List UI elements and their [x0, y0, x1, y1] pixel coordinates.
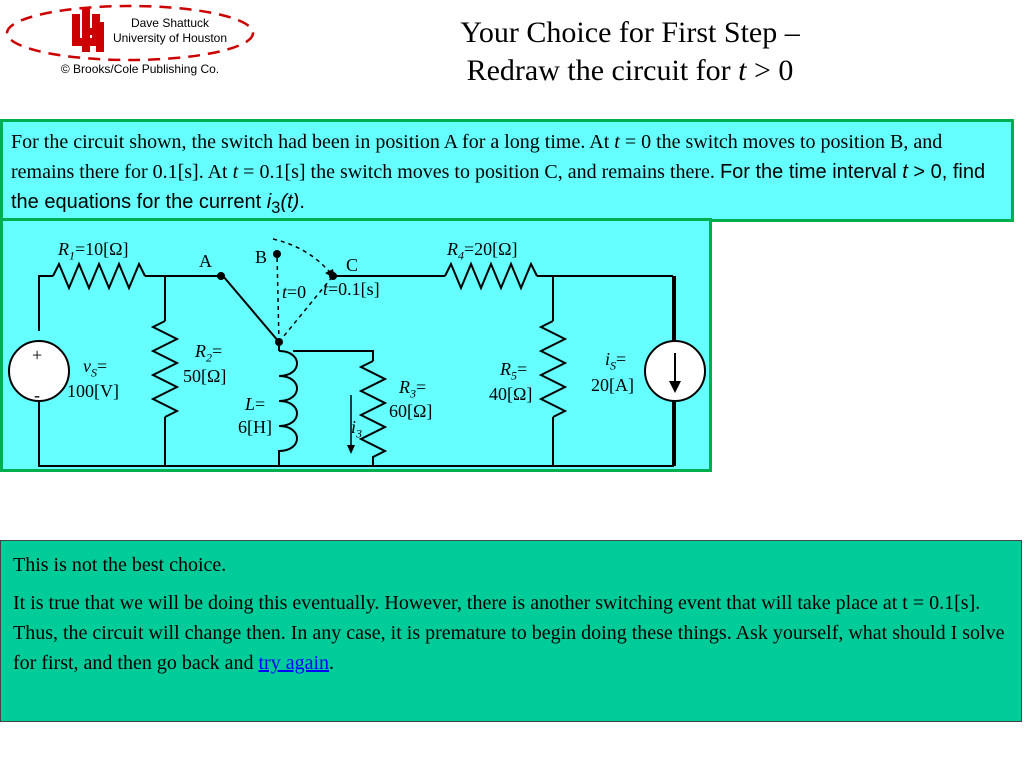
is-sym: i [605, 349, 611, 369]
t01-var: t [323, 279, 329, 299]
title-line-1: Your Choice for First Step – [460, 16, 800, 49]
l-value: 6[H] [238, 417, 272, 437]
r3-resistor [361, 361, 385, 466]
t0-label [282, 282, 306, 302]
r1-resistor [53, 264, 145, 288]
title-line-2-var: t [738, 54, 747, 87]
inductor-coil [279, 351, 297, 466]
r2-sub: 2 [206, 350, 212, 365]
feedback-text: It is true that we will be doing this eventually. However, there is another switching event that will take place at t = 0.1[s]. Thus, the circuit will change then. In any case, it is premature to begin doing these things. Ask yourself, what should I solve for first, and then go back and [13, 592, 1005, 674]
r4-sub: 4 [458, 248, 464, 263]
institution-name: University of Houston [112, 31, 228, 45]
r3-eq: = [416, 377, 427, 397]
problem-text-1: For the circuit shown, the switch had been in position A for a long time. At [11, 131, 615, 153]
l-eq: = [255, 394, 266, 414]
question-t: t [902, 161, 908, 183]
feedback-end: . [329, 652, 335, 674]
problem-statement [0, 119, 1014, 222]
r5-sub: 5 [511, 368, 517, 383]
feedback-paragraph [13, 588, 1009, 678]
switch-arm [223, 276, 279, 342]
r3-sym: R [399, 377, 410, 397]
t0-var: t [282, 282, 288, 302]
r4-resistor [445, 264, 537, 288]
i3-label [351, 417, 362, 444]
switch-path-b [277, 254, 279, 342]
r4-label [447, 239, 518, 266]
is-label [605, 349, 626, 376]
vs-value: 100[V] [67, 381, 119, 401]
r4-val: =20[Ω] [464, 239, 518, 259]
question-sub: 3 [271, 198, 281, 217]
copyright-text: © Brooks/Cole Publishing Co. [60, 62, 220, 76]
r2-label [195, 341, 222, 368]
i3-sym: i [351, 417, 357, 437]
vs-minus-label: - [34, 385, 40, 405]
r3-sub: 3 [410, 386, 416, 401]
problem-text-3: = 0.1[s] the switch moves to position C, and remains there. [238, 161, 720, 183]
r5-eq: = [517, 359, 528, 379]
t0-val: =0 [287, 282, 307, 302]
title-line-2-suffix: > 0 [746, 54, 794, 87]
r1-sub: 1 [69, 248, 75, 263]
vs-label [83, 356, 107, 383]
vs-sym: v [83, 356, 91, 376]
author-name: Dave Shattuck [130, 16, 210, 30]
title-line-2 [420, 52, 840, 90]
question-i: i [266, 191, 272, 213]
r5-label [500, 359, 527, 386]
problem-text-2: = 0 the switch moves to position B, and remains there for 0.1[s]. At [11, 131, 943, 183]
r1-val: =10[Ω] [75, 239, 129, 259]
header-logo-area [0, 0, 260, 90]
switch-arc [273, 239, 333, 276]
switch-pivot [275, 338, 283, 346]
r3-value: 60[Ω] [389, 401, 433, 421]
position-a-label: A [199, 251, 212, 271]
position-c-label: C [346, 255, 359, 275]
author-block [104, 16, 236, 46]
feedback-box [0, 540, 1022, 722]
vs-plus-label: + [32, 345, 43, 365]
title-line-2-prefix: Redraw the circuit for [466, 54, 739, 87]
problem-t-1: t [614, 131, 620, 153]
i3-sub: 3 [356, 426, 363, 441]
r2-sym: R [195, 341, 206, 361]
is-value: 20[A] [591, 375, 634, 395]
position-b-label: B [255, 247, 268, 267]
i3-arrowhead [347, 445, 355, 454]
l-sym: L [245, 394, 256, 414]
question-t-2: (t) [280, 191, 300, 213]
question-end: . [299, 191, 305, 213]
l-label [245, 394, 265, 414]
r4-sym: R [447, 239, 458, 259]
r5-value: 40[Ω] [489, 384, 533, 404]
page-title [420, 14, 840, 90]
wire-r3-top [293, 351, 373, 361]
r2-value: 50[Ω] [183, 366, 227, 386]
r5-resistor [541, 321, 565, 417]
vs-eq: = [97, 356, 108, 376]
r2-eq: = [212, 341, 223, 361]
circuit-diagram [0, 218, 712, 472]
wire-top-left [39, 276, 53, 331]
r2-resistor [153, 321, 177, 417]
vs-sub: S [91, 365, 97, 380]
question-text-1: For the time interval [719, 161, 903, 183]
r1-label [58, 239, 129, 266]
is-eq: = [616, 349, 627, 369]
r5-sym: R [500, 359, 511, 379]
try-again-link[interactable]: try again [258, 652, 330, 674]
question-text-2: > 0, find the equations for the current [11, 161, 986, 213]
t01-val: =0.1[s] [328, 279, 380, 299]
r3-label [399, 377, 426, 404]
is-sub: S [610, 358, 617, 373]
feedback-line-1: This is not the best choice. [13, 554, 227, 576]
problem-t-2: t [232, 161, 239, 183]
t01-label [323, 279, 380, 299]
terminal-b [273, 250, 281, 258]
terminal-a [217, 272, 225, 280]
r1-sym: R [58, 239, 69, 259]
